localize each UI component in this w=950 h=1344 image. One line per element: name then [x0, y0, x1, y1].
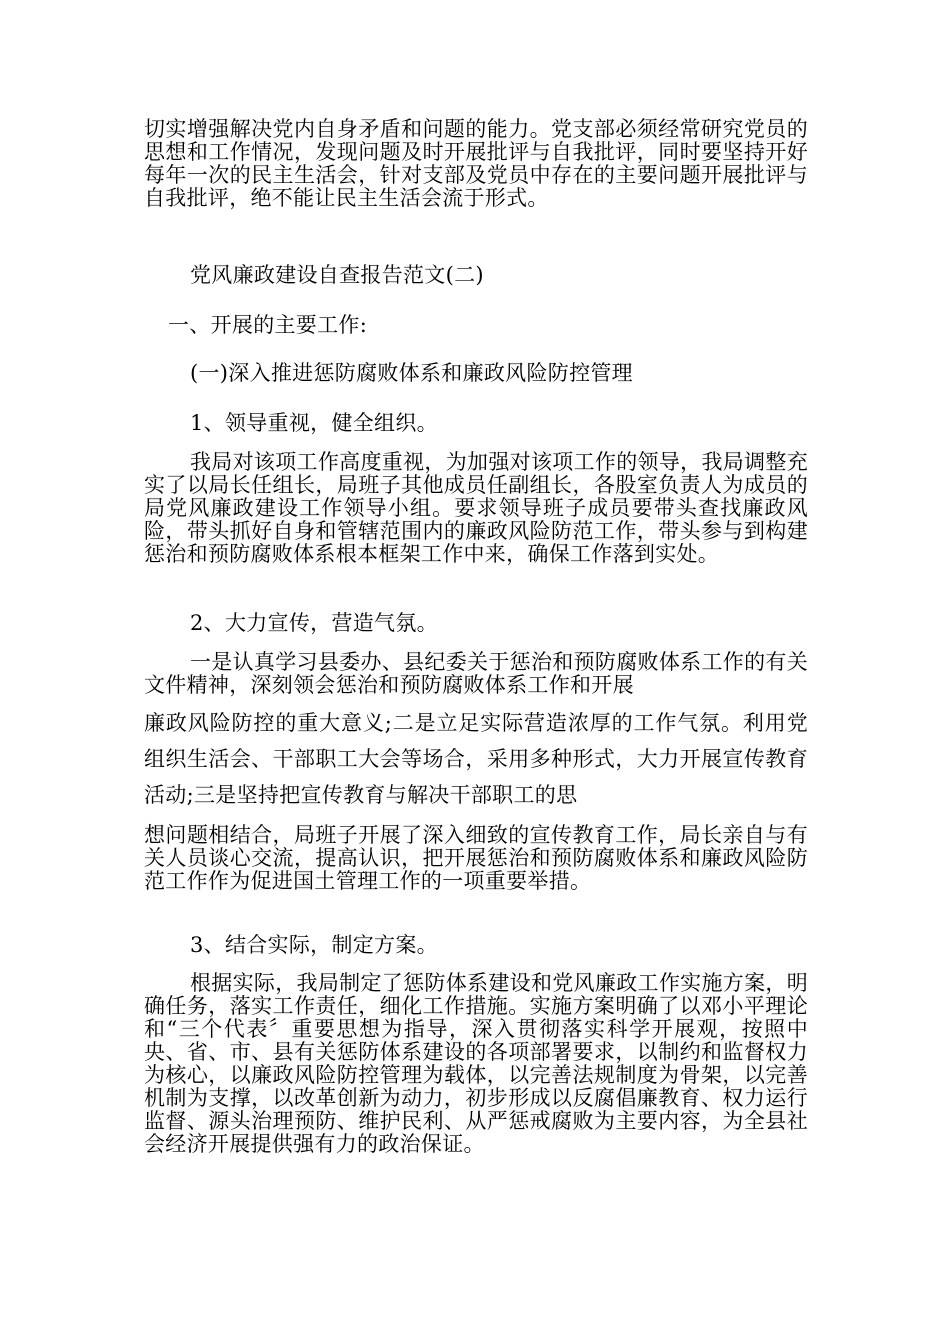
item-heading-2: 2、大力宣传，营造气氛。 — [190, 611, 438, 635]
section-heading: 一、开展的主要工作: — [168, 313, 368, 337]
item-heading-1: 1、领导重视，健全组织。 — [190, 411, 438, 435]
report-title: 党风廉政建设自查报告范文(二) — [190, 263, 484, 287]
paragraph-publicity-part3: 想问题相结合，局班子开展了深入细致的宣传教育工作，局长亲自与有关人员谈心交流，提高认识，把开展惩治和预防腐败体系和廉政风险防范工作作为促进国土管理工作的一项重要举措。 — [144, 823, 808, 893]
paragraph-publicity-part1: 一是认真学习县委办、县纪委关于惩治和预防腐败体系工作的有关文件精神，深刻领会惩治和预防腐败体系工作和开展 — [144, 650, 808, 697]
paragraph-plan: 根据实际，我局制定了惩防体系建设和党风廉政工作实施方案，明确任务，落实工作责任，细化工作措施。实施方案明确了以邓小平理论和“三个代表〞重要思想为指导，深入贯彻落实科学开展观，按照中央、省、市、县有关惩防体系建设的各项部署要求，以制约和监督权力为核心，以廉政风险防控管理为载体，以完善法规制度为骨架，以完善机制为支撑，以改革创新为动力，初步形成以反腐倡廉教育、权力运行监督、源头治理预防、维护民利、从严惩戒腐败为主要内容，为全县社会经济开展提供强有力的政治保证。 — [144, 971, 808, 1156]
subsection-heading: (一)深入推进惩防腐败体系和廉政风险防控管理 — [190, 361, 633, 385]
paragraph-publicity-part2: 廉政风险防控的重大意义;二是立足实际营造浓厚的工作气氛。利用党组织生活会、干部职工大会等场合，采用多种形式，大力开展宣传教育活动;三是坚持把宣传教育与解决干部职工的思 — [144, 711, 808, 807]
paragraph-intro: 切实增强解决党内自身矛盾和问题的能力。党支部必须经常研究党员的思想和工作情况，发现问题及时开展批评与自我批评，同时要坚持开好每年一次的民主生活会，针对支部及党员中存在的主要问题开展批评与自我批评，绝不能让民主生活会流于形式。 — [144, 117, 808, 210]
item-heading-3: 3、结合实际，制定方案。 — [190, 933, 438, 957]
paragraph-leadership: 我局对该项工作高度重视，为加强对该项工作的领导，我局调整充实了以局长任组长，局班子其他成员任副组长，各股室负责人为成员的局党风廉政建设工作领导小组。要求领导班子成员要带头查找廉政风险，带头抓好自身和管辖范围内的廉政风险防范工作，带头参与到构建惩治和预防腐败体系根本框架工作中来，确保工作落到实处。 — [144, 450, 808, 566]
